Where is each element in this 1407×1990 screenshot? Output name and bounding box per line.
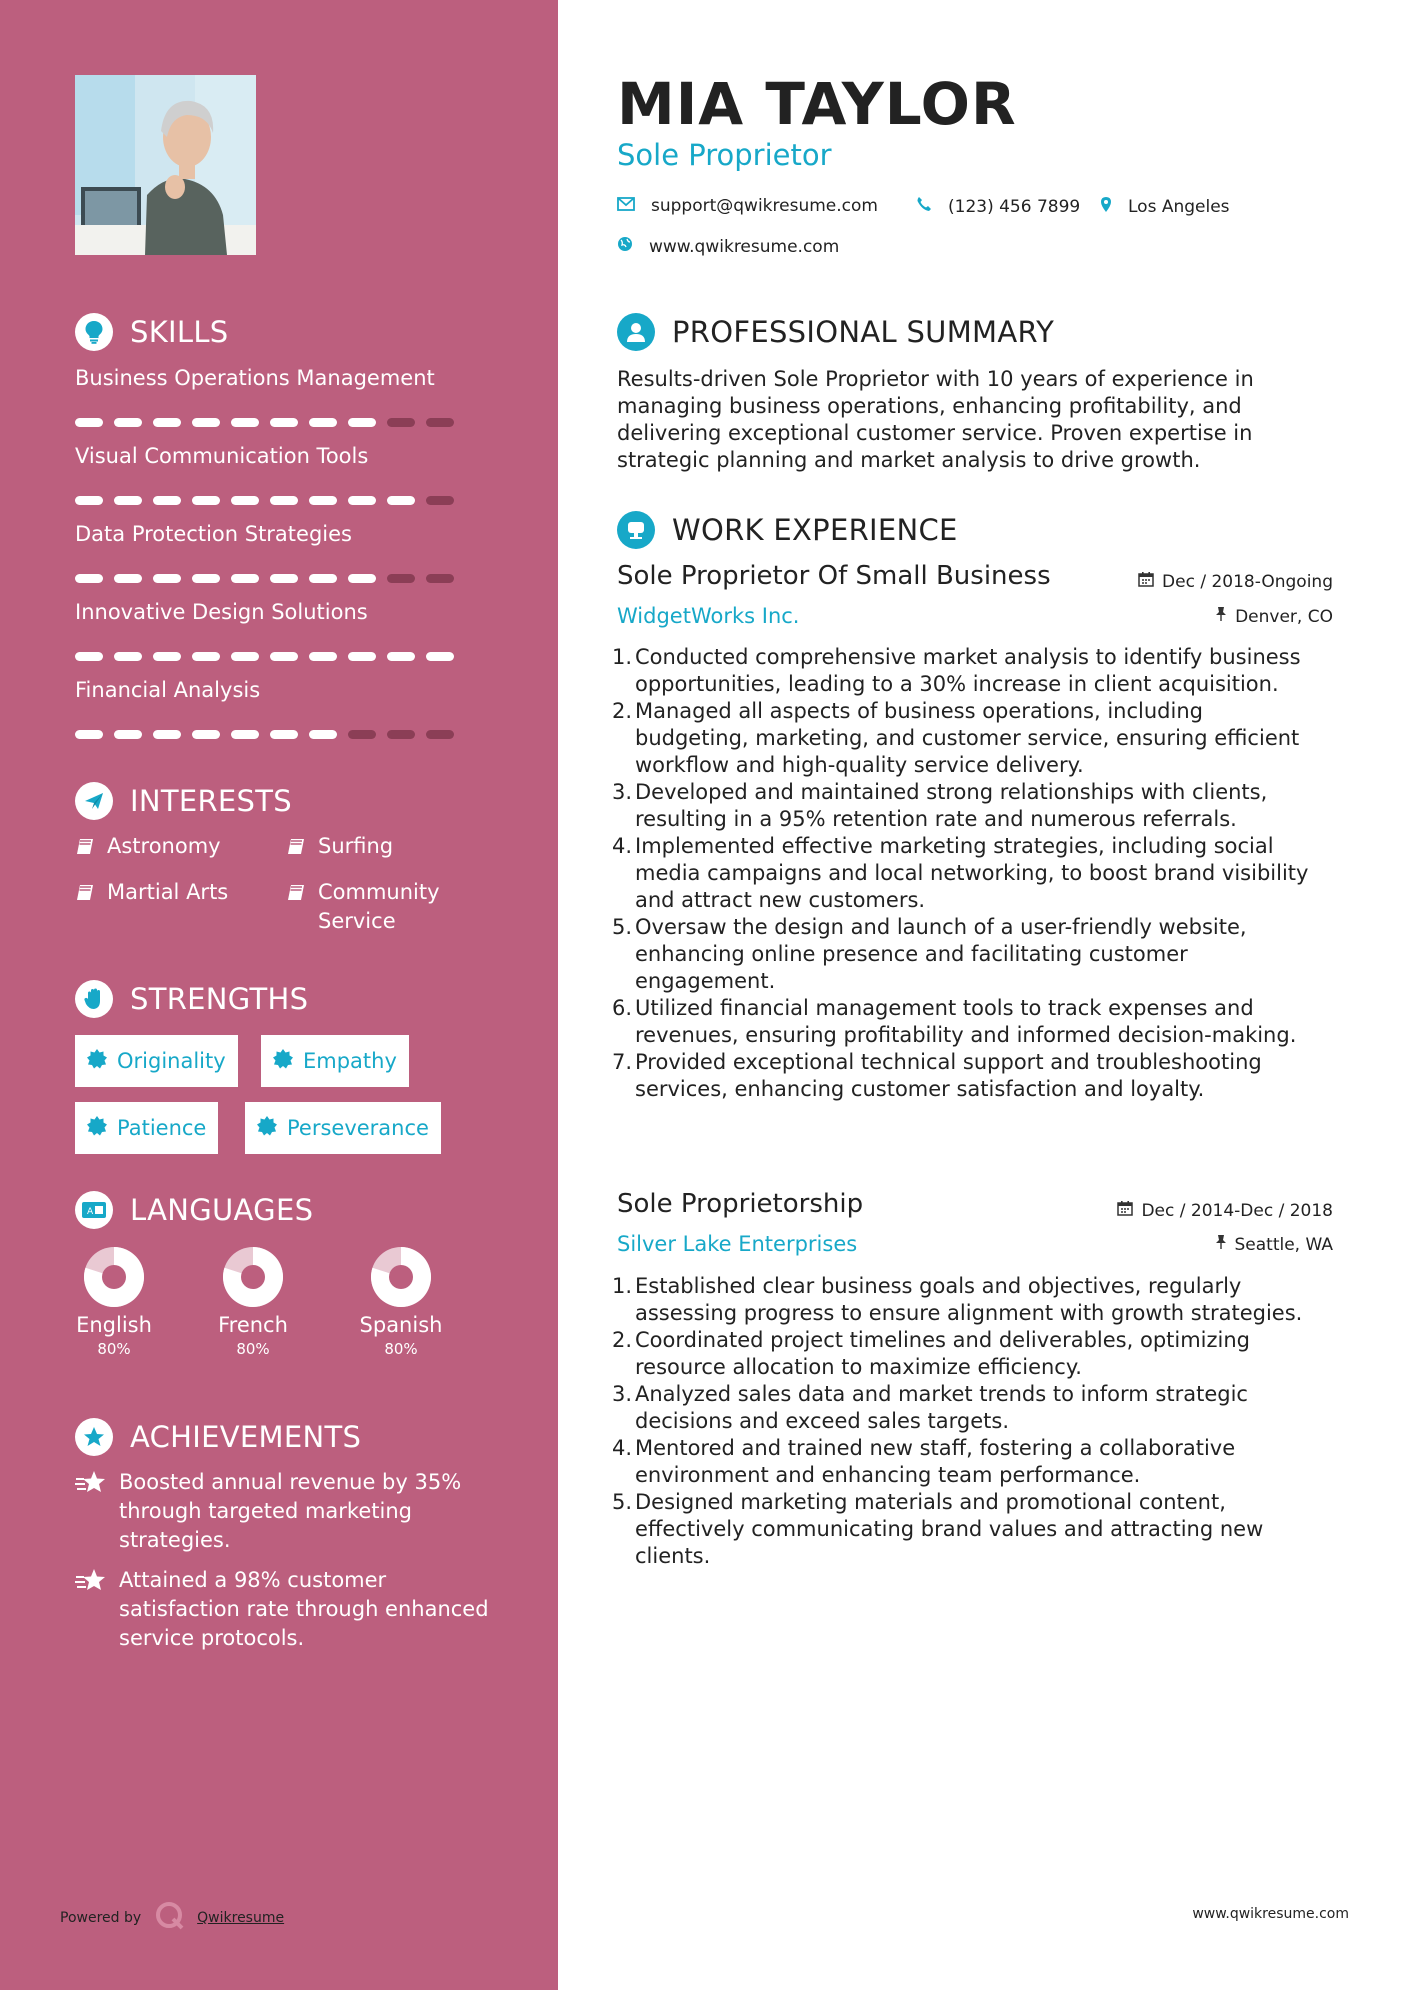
skill-dash-filled	[309, 496, 337, 505]
skill-dash-filled	[75, 418, 103, 427]
job-duty: 2. Coordinated project timelines and deliverables, optimizing resource allocation to maximize efficiency.	[612, 1328, 1251, 1379]
interest-label: Martial Arts	[107, 880, 229, 904]
strength-tag	[261, 1035, 409, 1087]
contact-phone	[916, 196, 1080, 217]
user-icon	[617, 313, 655, 351]
strengths-heading	[75, 980, 308, 1018]
company-name: WidgetWorks Inc.	[617, 604, 800, 628]
skill-dash-filled	[309, 730, 337, 739]
paper-plane-icon	[75, 782, 113, 820]
footer-website-link[interactable]: www.qwikresume.com	[1192, 1906, 1349, 1922]
skill-dash-filled	[192, 652, 220, 661]
experience-title: WORK EXPERIENCE	[672, 513, 958, 547]
skill-dash-filled	[387, 652, 415, 661]
star-icon	[75, 1470, 107, 1500]
hand-icon	[75, 980, 113, 1018]
language-name: French	[218, 1313, 288, 1337]
map-pin-icon	[1100, 196, 1112, 218]
skill-dash-filled	[75, 652, 103, 661]
skill-dash-filled	[114, 730, 142, 739]
skill-dash-filled	[231, 652, 259, 661]
skill-dash-filled	[348, 574, 376, 583]
strength-label: Originality	[117, 1049, 226, 1073]
skill-level-bar	[75, 574, 465, 583]
language-item	[341, 1245, 461, 1358]
achievements-heading	[75, 1418, 361, 1456]
job-dates	[1117, 1200, 1333, 1221]
language-name: English	[76, 1313, 152, 1337]
badge-icon	[273, 1049, 293, 1074]
star-icon	[75, 1568, 107, 1598]
book-icon	[75, 836, 95, 865]
strength-label: Patience	[117, 1116, 207, 1140]
briefcase-icon	[617, 511, 655, 549]
strength-tag	[75, 1035, 238, 1087]
skill-dash-filled	[192, 730, 220, 739]
candidate-name: MIA TAYLOR	[617, 70, 1017, 138]
skill-name: Innovative Design Solutions	[75, 600, 368, 624]
skill-name: Data Protection Strategies	[75, 522, 352, 546]
skill-level-bar	[75, 418, 465, 427]
skill-dash-filled	[114, 652, 142, 661]
job-duty: 1. Established clear business goals and objectives, regularly assessing progress to ensure alignment with growth strategies.	[612, 1274, 1303, 1325]
language-ring	[82, 1245, 146, 1309]
skill-dash-filled	[75, 730, 103, 739]
skill-dash-empty	[426, 730, 454, 739]
envelope-icon	[617, 196, 635, 216]
language-ring-hole	[102, 1265, 126, 1289]
languages-heading	[75, 1191, 313, 1229]
skill-dash-empty	[426, 496, 454, 505]
contact-email	[617, 196, 878, 216]
globe-icon	[617, 236, 633, 257]
interest-item	[75, 832, 221, 865]
skill-dash-empty	[426, 574, 454, 583]
book-icon	[75, 882, 95, 911]
skill-dash-filled	[270, 652, 298, 661]
job-duty: 5. Designed marketing materials and promotional content, effectively communicating brand values and attracting new clients.	[612, 1490, 1264, 1568]
skill-dash-filled	[75, 496, 103, 505]
sidebar	[0, 0, 558, 1990]
skills-heading	[75, 313, 229, 351]
skill-dash-filled	[348, 418, 376, 427]
skill-dash-filled	[231, 418, 259, 427]
skill-dash-filled	[192, 496, 220, 505]
pushpin-icon	[1215, 1234, 1227, 1255]
summary-text: Results-driven Sole Proprietor with 10 years of experience in managing business operations, enhancing profitability, and delivering exceptional customer service. Proven expertise in strategic planning and market analysis to drive growth.	[617, 367, 1254, 472]
language-ring	[221, 1245, 285, 1309]
skill-dash-filled	[231, 574, 259, 583]
strength-label: Perseverance	[287, 1116, 429, 1140]
skill-dash-empty	[348, 730, 376, 739]
location-text: Los Angeles	[1128, 197, 1230, 217]
interest-item	[286, 878, 486, 936]
interest-label: Astronomy	[107, 834, 221, 858]
skill-dash-filled	[348, 496, 376, 505]
skill-name: Financial Analysis	[75, 678, 261, 702]
star-icon	[75, 1418, 113, 1456]
job-location-text: Denver, CO	[1235, 606, 1333, 627]
interest-item	[286, 832, 393, 865]
bulb-icon	[75, 313, 113, 351]
language-icon	[75, 1191, 113, 1229]
powered-by	[60, 1901, 284, 1935]
language-item	[193, 1245, 313, 1358]
summary-title: PROFESSIONAL SUMMARY	[672, 315, 1055, 349]
skill-level-bar	[75, 730, 465, 739]
language-percent: 80%	[384, 1340, 418, 1358]
skill-dash-filled	[270, 730, 298, 739]
skill-level-bar	[75, 652, 465, 661]
job-duty: 7. Provided exceptional technical support and troubleshooting services, enhancing customer satisfaction and loyalty.	[612, 1050, 1262, 1101]
language-name: Spanish	[359, 1313, 443, 1337]
interest-label: Community Service	[318, 880, 440, 933]
job-duty: 4. Implemented effective marketing strategies, including social media campaigns and local networking, to boost brand visibility and attract new customers.	[612, 834, 1309, 912]
pushpin-icon	[1215, 606, 1227, 627]
language-item	[54, 1245, 174, 1358]
job-dates	[1138, 571, 1333, 592]
skill-dash-filled	[309, 574, 337, 583]
skill-dash-filled	[192, 418, 220, 427]
job-title: Sole Proprietor Of Small Business	[617, 561, 1051, 591]
skill-dash-filled	[426, 652, 454, 661]
languages-title: LANGUAGES	[130, 1193, 314, 1227]
skill-dash-filled	[309, 652, 337, 661]
skill-dash-filled	[114, 418, 142, 427]
skill-dash-filled	[348, 652, 376, 661]
skill-dash-filled	[231, 496, 259, 505]
skill-dash-filled	[231, 730, 259, 739]
skill-dash-empty	[387, 730, 415, 739]
skill-dash-filled	[192, 574, 220, 583]
achievement-text: Boosted annual revenue by 35% through targeted marketing strategies.	[119, 1470, 462, 1552]
skill-dash-empty	[387, 418, 415, 427]
powered-by-label: Powered by	[60, 1910, 142, 1926]
job-duty: 3. Developed and maintained strong relationships with clients, resulting in a 95% retention rate and numerous referrals.	[612, 780, 1268, 831]
skill-dash-filled	[270, 418, 298, 427]
job-duty: 2. Managed all aspects of business operations, including budgeting, marketing, and customer service, ensuring efficient workflow and high-quality service delivery.	[612, 699, 1300, 777]
skill-dash-filled	[153, 496, 181, 505]
email-link[interactable]: support@qwikresume.com	[651, 196, 878, 216]
language-ring-hole	[241, 1265, 265, 1289]
job-duty: 5. Oversaw the design and launch of a user-friendly website, enhancing online presence and facilitating customer engagement.	[612, 915, 1247, 993]
phone-number: (123) 456 7899	[948, 196, 1081, 217]
skill-name: Visual Communication Tools	[75, 444, 369, 468]
skill-dash-filled	[309, 418, 337, 427]
job-duty: 3. Analyzed sales data and market trends to inform strategic decisions and exceed sales targets.	[612, 1382, 1248, 1433]
language-ring-hole	[389, 1265, 413, 1289]
language-percent: 80%	[236, 1340, 270, 1358]
achievements-title: ACHIEVEMENTS	[130, 1420, 362, 1454]
brand-link[interactable]: Qwikresume	[197, 1910, 285, 1926]
skill-dash-empty	[387, 574, 415, 583]
calendar-icon	[1117, 1200, 1133, 1221]
job-title: Sole Proprietorship	[617, 1189, 864, 1219]
skill-dash-filled	[114, 574, 142, 583]
contact-location	[1100, 196, 1230, 218]
badge-icon	[257, 1116, 277, 1141]
strength-label: Empathy	[303, 1049, 397, 1073]
qwikresume-logo-icon	[155, 1901, 185, 1935]
calendar-icon	[1138, 571, 1154, 592]
phone-icon	[916, 196, 932, 217]
svg-text:A: A	[87, 1207, 94, 1217]
company-name: Silver Lake Enterprises	[617, 1232, 858, 1256]
badge-icon	[87, 1049, 107, 1074]
summary-heading	[617, 313, 1054, 351]
language-ring	[369, 1245, 433, 1309]
job-dates-text: Dec / 2018-Ongoing	[1162, 571, 1333, 592]
job-duty: 4. Mentored and trained new staff, fostering a collaborative environment and enhancing team performance.	[612, 1436, 1236, 1487]
job-duty: 1. Conducted comprehensive market analysis to identify business opportunities, leading to a 30% increase in client acquisition.	[612, 645, 1301, 696]
job-duty: 6. Utilized financial management tools to track expenses and revenues, ensuring profitability and informed decision-making.	[612, 996, 1297, 1047]
job-location-text: Seattle, WA	[1234, 1234, 1333, 1255]
skill-name: Business Operations Management	[75, 366, 435, 390]
job-duties-list	[612, 1273, 1322, 1570]
skill-dash-filled	[270, 496, 298, 505]
skill-dash-filled	[270, 574, 298, 583]
achievement-text: Attained a 98% customer satisfaction rate through enhanced service protocols.	[119, 1568, 489, 1650]
experience-heading	[617, 511, 958, 549]
job-dates-text: Dec / 2014-Dec / 2018	[1141, 1200, 1333, 1221]
skills-title: SKILLS	[130, 315, 229, 349]
language-percent: 80%	[97, 1340, 131, 1358]
skill-dash-filled	[153, 652, 181, 661]
skill-dash-filled	[153, 730, 181, 739]
interest-label: Surfing	[318, 834, 394, 858]
skill-dash-filled	[114, 496, 142, 505]
candidate-title: Sole Proprietor	[617, 138, 832, 172]
interests-title: INTERESTS	[130, 784, 292, 818]
skill-dash-filled	[75, 574, 103, 583]
profile-photo	[75, 75, 256, 255]
strengths-title: STRENGTHS	[130, 982, 309, 1016]
job-duties-list	[612, 644, 1322, 1103]
job-location	[1215, 606, 1333, 627]
strength-tag	[75, 1102, 218, 1154]
achievement-item	[75, 1566, 495, 1653]
contact-website	[617, 236, 839, 257]
book-icon	[286, 882, 306, 911]
skill-dash-filled	[153, 574, 181, 583]
interests-heading	[75, 782, 292, 820]
interest-item	[75, 878, 228, 911]
badge-icon	[87, 1116, 107, 1141]
website-link[interactable]: www.qwikresume.com	[649, 236, 840, 257]
skill-dash-filled	[387, 496, 415, 505]
skill-dash-filled	[153, 418, 181, 427]
job-location	[1215, 1234, 1334, 1255]
skill-level-bar	[75, 496, 465, 505]
strength-tag	[245, 1102, 441, 1154]
achievement-item	[75, 1468, 495, 1555]
book-icon	[286, 836, 306, 865]
skill-dash-empty	[426, 418, 454, 427]
